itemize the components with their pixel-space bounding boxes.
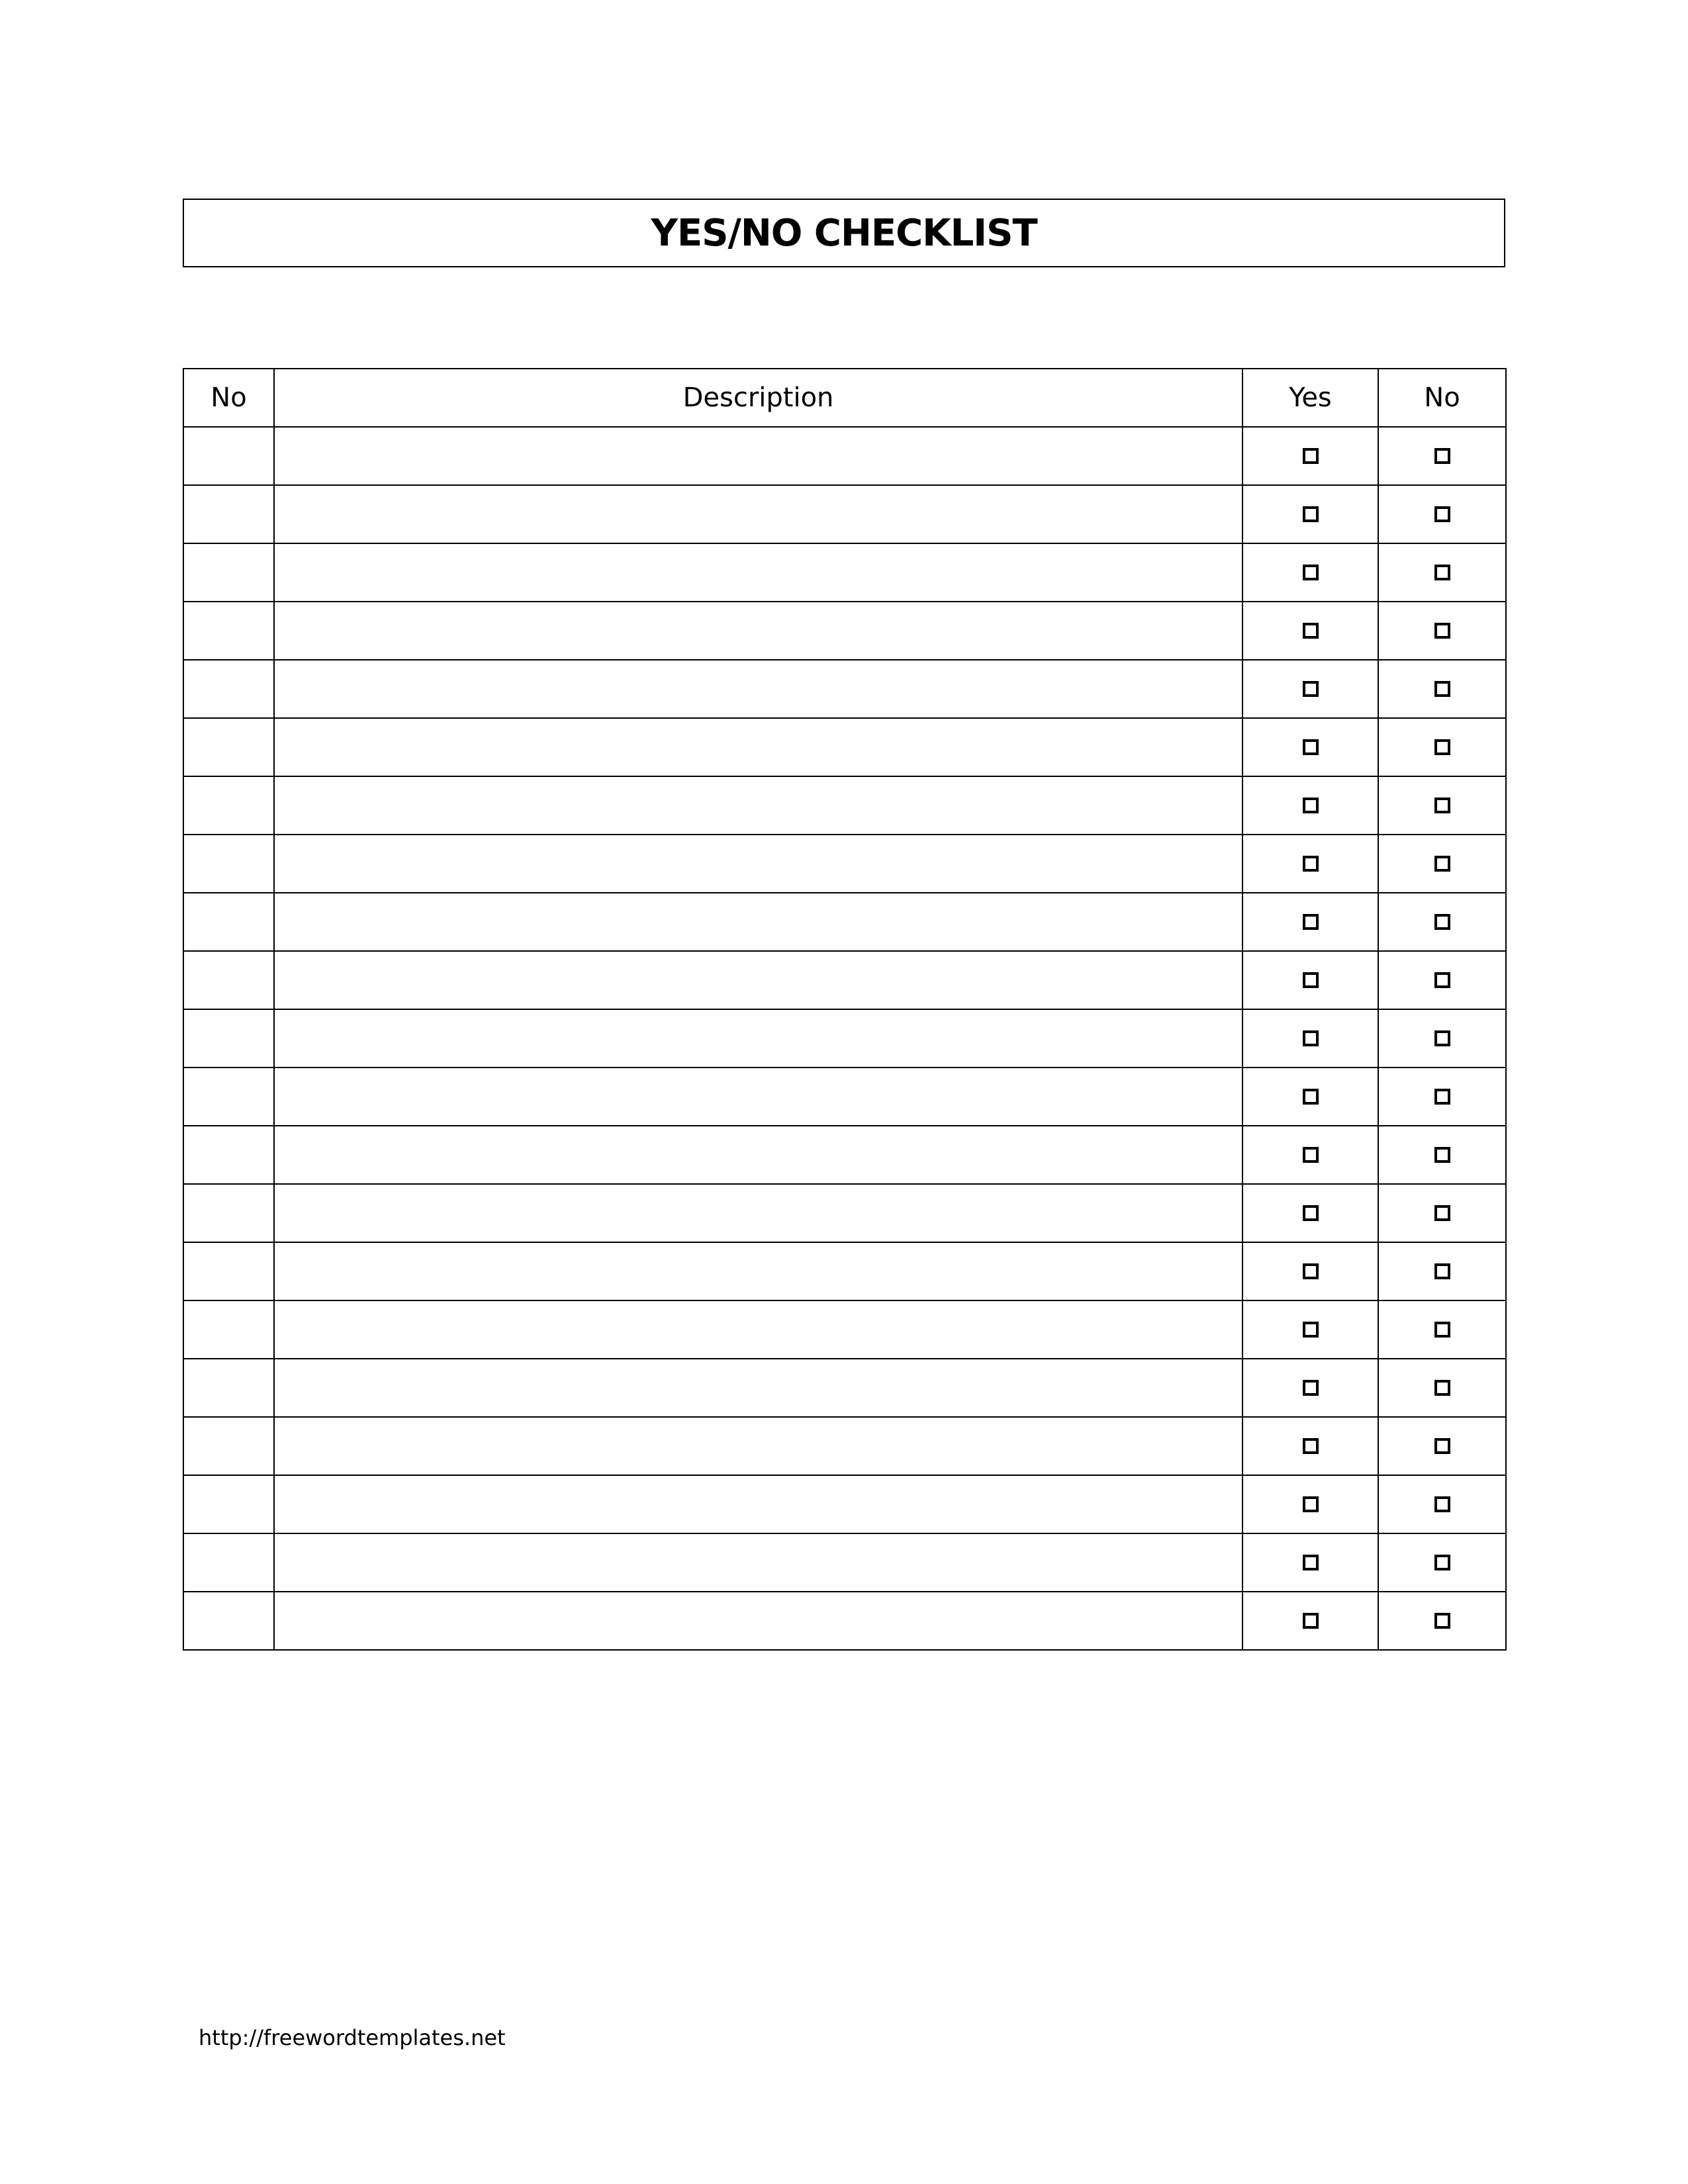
row-number-cell[interactable]	[183, 1592, 274, 1650]
checklist-body	[183, 427, 1506, 1650]
row-description-cell[interactable]	[274, 1068, 1243, 1126]
row-description-cell[interactable]	[274, 1592, 1243, 1650]
row-number-cell[interactable]	[183, 1126, 274, 1184]
no-checkbox[interactable]	[1434, 1322, 1450, 1338]
yes-checkbox[interactable]	[1303, 1613, 1319, 1629]
row-number-cell[interactable]	[183, 543, 274, 602]
row-no-cell	[1378, 951, 1506, 1009]
yes-checkbox[interactable]	[1303, 914, 1319, 930]
yes-checkbox[interactable]	[1303, 1263, 1319, 1279]
row-no-cell	[1378, 1184, 1506, 1242]
table-row	[183, 1359, 1506, 1417]
table-row	[183, 776, 1506, 835]
no-checkbox[interactable]	[1434, 1555, 1450, 1570]
checklist-table	[183, 368, 1507, 1651]
row-no-cell	[1378, 1009, 1506, 1068]
row-no-cell	[1378, 427, 1506, 485]
no-checkbox[interactable]	[1434, 797, 1450, 813]
table-row	[183, 835, 1506, 893]
row-description-cell[interactable]	[274, 660, 1243, 718]
row-no-cell	[1378, 1242, 1506, 1300]
row-yes-cell	[1243, 951, 1378, 1009]
row-description-cell[interactable]	[274, 1009, 1243, 1068]
table-row	[183, 893, 1506, 951]
yes-checkbox[interactable]	[1303, 1147, 1319, 1163]
no-checkbox[interactable]	[1434, 1089, 1450, 1105]
row-number-cell[interactable]	[183, 718, 274, 776]
yes-checkbox[interactable]	[1303, 1496, 1319, 1512]
table-row	[183, 718, 1506, 776]
row-yes-cell	[1243, 835, 1378, 893]
row-no-cell	[1378, 1359, 1506, 1417]
title-box	[183, 199, 1505, 267]
row-yes-cell	[1243, 602, 1378, 660]
yes-checkbox[interactable]	[1303, 506, 1319, 522]
row-yes-cell	[1243, 1009, 1378, 1068]
table-row	[183, 1475, 1506, 1533]
row-no-cell	[1378, 485, 1506, 543]
yes-checkbox[interactable]	[1303, 1322, 1319, 1338]
no-checkbox[interactable]	[1434, 448, 1450, 464]
row-yes-cell	[1243, 718, 1378, 776]
row-number-cell[interactable]	[183, 1068, 274, 1126]
table-row	[183, 602, 1506, 660]
row-yes-cell	[1243, 1359, 1378, 1417]
row-description-cell[interactable]	[274, 776, 1243, 835]
row-no-cell	[1378, 1126, 1506, 1184]
row-description-cell[interactable]	[274, 1475, 1243, 1533]
row-no-cell	[1378, 1475, 1506, 1533]
no-checkbox[interactable]	[1434, 739, 1450, 755]
row-description-cell[interactable]	[274, 1184, 1243, 1242]
yes-checkbox[interactable]	[1303, 739, 1319, 755]
table-row	[183, 1533, 1506, 1592]
row-description-cell[interactable]	[274, 427, 1243, 485]
row-number-cell[interactable]	[183, 1184, 274, 1242]
row-number-cell[interactable]	[183, 602, 274, 660]
row-yes-cell	[1243, 1475, 1378, 1533]
table-row	[183, 427, 1506, 485]
row-no-cell	[1378, 776, 1506, 835]
row-number-cell[interactable]	[183, 1009, 274, 1068]
no-checkbox[interactable]	[1434, 681, 1450, 697]
row-no-cell	[1378, 660, 1506, 718]
no-checkbox[interactable]	[1434, 1613, 1450, 1629]
row-number-cell[interactable]	[183, 485, 274, 543]
row-number-cell[interactable]	[183, 951, 274, 1009]
row-no-cell	[1378, 718, 1506, 776]
row-number-cell[interactable]	[183, 1300, 274, 1359]
yes-checkbox[interactable]	[1303, 448, 1319, 464]
yes-checkbox[interactable]	[1303, 1438, 1319, 1454]
no-checkbox[interactable]	[1434, 1496, 1450, 1512]
row-yes-cell	[1243, 427, 1378, 485]
row-number-cell[interactable]	[183, 1242, 274, 1300]
yes-checkbox[interactable]	[1303, 1555, 1319, 1570]
row-yes-cell	[1243, 1126, 1378, 1184]
row-number-cell[interactable]	[183, 660, 274, 718]
table-row	[183, 1126, 1506, 1184]
table-row	[183, 1300, 1506, 1359]
no-checkbox[interactable]	[1434, 623, 1450, 639]
no-checkbox[interactable]	[1434, 1438, 1450, 1454]
row-yes-cell	[1243, 1242, 1378, 1300]
row-yes-cell	[1243, 1592, 1378, 1650]
row-description-cell[interactable]	[274, 1417, 1243, 1475]
row-no-cell	[1378, 543, 1506, 602]
no-checkbox[interactable]	[1434, 506, 1450, 522]
row-number-cell[interactable]	[183, 835, 274, 893]
row-number-cell[interactable]	[183, 1359, 274, 1417]
yes-checkbox[interactable]	[1303, 972, 1319, 988]
row-number-cell[interactable]	[183, 1475, 274, 1533]
no-checkbox[interactable]	[1434, 972, 1450, 988]
table-row	[183, 1592, 1506, 1650]
row-no-cell	[1378, 893, 1506, 951]
row-yes-cell	[1243, 543, 1378, 602]
row-description-cell[interactable]	[274, 1242, 1243, 1300]
row-yes-cell	[1243, 660, 1378, 718]
row-description-cell[interactable]	[274, 1126, 1243, 1184]
yes-checkbox[interactable]	[1303, 1205, 1319, 1221]
table-row	[183, 1068, 1506, 1126]
row-yes-cell	[1243, 1300, 1378, 1359]
row-yes-cell	[1243, 776, 1378, 835]
row-yes-cell	[1243, 1184, 1378, 1242]
row-number-cell[interactable]	[183, 1417, 274, 1475]
yes-checkbox[interactable]	[1303, 1089, 1319, 1105]
no-checkbox[interactable]	[1434, 1030, 1450, 1046]
table-row	[183, 1417, 1506, 1475]
row-number-cell[interactable]	[183, 427, 274, 485]
table-row	[183, 660, 1506, 718]
row-number-cell[interactable]	[183, 893, 274, 951]
no-checkbox[interactable]	[1434, 1380, 1450, 1396]
table-row	[183, 1009, 1506, 1068]
yes-checkbox[interactable]	[1303, 681, 1319, 697]
document-title: YES/NO CHECKLIST	[651, 211, 1037, 255]
row-no-cell	[1378, 1592, 1506, 1650]
table-row	[183, 951, 1506, 1009]
row-description-cell[interactable]	[274, 1359, 1243, 1417]
yes-checkbox[interactable]	[1303, 565, 1319, 580]
table-row	[183, 1184, 1506, 1242]
row-description-cell[interactable]	[274, 485, 1243, 543]
row-number-cell[interactable]	[183, 776, 274, 835]
footer-url[interactable]: http://freewordtemplates.net	[199, 2025, 506, 2050]
row-no-cell	[1378, 602, 1506, 660]
table-row	[183, 543, 1506, 602]
no-checkbox[interactable]	[1434, 856, 1450, 872]
row-no-cell	[1378, 835, 1506, 893]
yes-checkbox[interactable]	[1303, 1030, 1319, 1046]
yes-checkbox[interactable]	[1303, 856, 1319, 872]
yes-checkbox[interactable]	[1303, 623, 1319, 639]
header-description: Description	[274, 369, 1243, 427]
yes-checkbox[interactable]	[1303, 797, 1319, 813]
row-yes-cell	[1243, 893, 1378, 951]
row-description-cell[interactable]	[274, 543, 1243, 602]
no-checkbox[interactable]	[1434, 565, 1450, 580]
row-number-cell[interactable]	[183, 1533, 274, 1592]
row-yes-cell	[1243, 1533, 1378, 1592]
row-no-cell	[1378, 1533, 1506, 1592]
row-description-cell[interactable]	[274, 718, 1243, 776]
row-description-cell[interactable]	[274, 835, 1243, 893]
row-description-cell[interactable]	[274, 951, 1243, 1009]
header-row	[183, 369, 1506, 427]
row-description-cell[interactable]	[274, 1300, 1243, 1359]
yes-checkbox[interactable]	[1303, 1380, 1319, 1396]
row-yes-cell	[1243, 1417, 1378, 1475]
row-no-cell	[1378, 1417, 1506, 1475]
no-checkbox[interactable]	[1434, 1205, 1450, 1221]
header-yes: Yes	[1243, 369, 1378, 427]
row-no-cell	[1378, 1068, 1506, 1126]
row-no-cell	[1378, 1300, 1506, 1359]
table-row	[183, 1242, 1506, 1300]
table-row	[183, 485, 1506, 543]
header-no: No	[183, 369, 274, 427]
row-description-cell[interactable]	[274, 1533, 1243, 1592]
row-description-cell[interactable]	[274, 893, 1243, 951]
header-no-answer: No	[1378, 369, 1506, 427]
no-checkbox[interactable]	[1434, 1263, 1450, 1279]
no-checkbox[interactable]	[1434, 1147, 1450, 1163]
row-yes-cell	[1243, 1068, 1378, 1126]
row-yes-cell	[1243, 485, 1378, 543]
no-checkbox[interactable]	[1434, 914, 1450, 930]
row-description-cell[interactable]	[274, 602, 1243, 660]
